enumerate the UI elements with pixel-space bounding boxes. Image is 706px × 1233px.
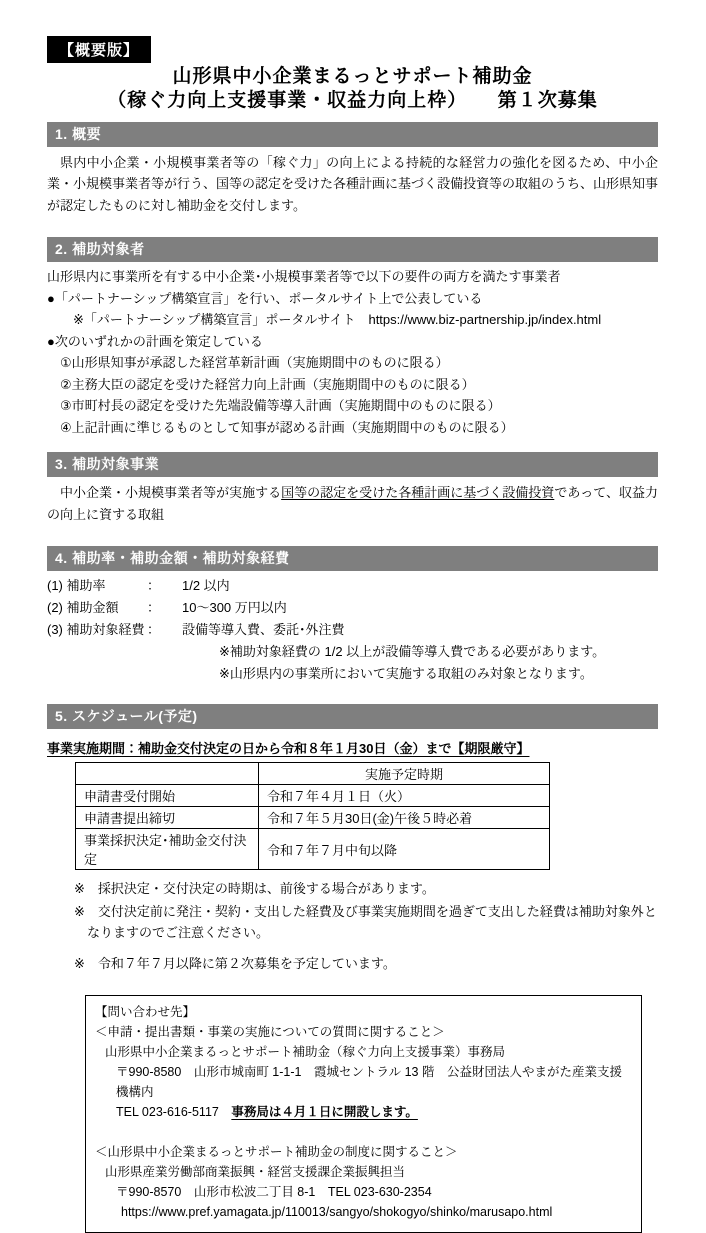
contact-section1-tel: TEL 023-616-5117 <box>116 1105 232 1120</box>
eligible-expenses-value: 設備等導入費、委託･外注費 <box>182 622 345 638</box>
plan-item-2: ②主務大臣の認定を受けた経営力向上計画（実施期間中のものに限る） <box>60 376 475 392</box>
partnership-portal-note: ※「パートナーシップ構築宣言」ポータルサイト https://www.biz-partnership.jp/index.html <box>73 312 602 328</box>
contact-section2-url: https://www.pref.yamagata.jp/110013/sangyo/shokogyo/shinko/marusapo.html <box>121 1205 553 1220</box>
section-2-heading: 2. 補助対象者 <box>47 237 658 262</box>
schedule-timing-1: 令和７年４月１日（火） <box>259 785 550 807</box>
schedule-table <box>75 762 550 870</box>
subsidy-rate-row <box>47 575 658 597</box>
subsidy-amount-label: (2) 補助金額 <box>47 600 119 616</box>
subsidy-rate-colon: ： <box>147 578 161 594</box>
schedule-timing-3: 令和７年７月中旬以降 <box>259 829 550 870</box>
section-3-body-pre: 中小企業・小規模事業者等が実施する <box>60 485 282 501</box>
overview-version-tag: 【概要版】 <box>47 36 151 63</box>
section-1-heading: 1. 概要 <box>47 122 658 147</box>
eligible-expenses-colon: ： <box>147 622 161 638</box>
contact-box-title: 【問い合わせ先】 <box>95 1005 196 1020</box>
contact-section2-org: 山形県産業労働部商業振興・経営支援課企業振興担当 <box>105 1165 406 1180</box>
document-title-line1: 山形県中小企業まるっとサポート補助金 <box>172 66 533 87</box>
contact-section1-heading: ＜申請・提出書類・事業の実施についての質問に関すること＞ <box>95 1025 445 1040</box>
section-3-heading: 3. 補助対象事業 <box>47 452 658 477</box>
schedule-timing-2: 令和７年５月30日(金)午後５時必着 <box>259 807 550 829</box>
contact-section1-org: 山形県中小企業まるっとサポート補助金（稼ぐ力向上支援事業）事務局 <box>105 1045 506 1060</box>
schedule-item-3: 事業採択決定･補助金交付決定 <box>76 829 259 870</box>
table-row <box>76 785 550 807</box>
subsidy-amount-row <box>47 597 658 619</box>
project-period-line: 事業実施期間：補助金交付決定の日から令和８年１月30日（金）まで【期限厳守】 <box>47 741 530 757</box>
schedule-header-row <box>76 763 550 785</box>
contact-section1-opening-note: 事務局は４月１日に開設します。 <box>231 1105 418 1120</box>
section-4-body <box>47 575 658 685</box>
eligible-expenses-label: (3) 補助対象経費 <box>47 622 145 638</box>
schedule-header-timing: 実施予定時期 <box>259 763 550 785</box>
expenses-note-2: ※山形県内の事業所において実施する取組のみ対象となります。 <box>219 666 593 682</box>
schedule-note-1: ※ 採択決定・交付決定の時期は、前後する場合があります。 <box>74 881 435 897</box>
plan-item-3: ③市町村長の認定を受けた先端設備等導入計画（実施期間中のものに限る） <box>60 398 501 414</box>
contact-section2-address: 〒990-8570 山形市松波二丁目 8-1 TEL 023-630-2354 <box>116 1185 432 1200</box>
plan-item-1: ①山形県知事が承認した経営革新計画（実施期間中のものに限る） <box>60 355 449 371</box>
table-row <box>76 829 550 870</box>
section-5-heading: 5. スケジュール(予定) <box>47 704 658 729</box>
subsidy-amount-colon: ： <box>147 600 161 616</box>
subsidy-amount-value: 10～300 万円以内 <box>182 600 287 616</box>
eligibility-intro: 山形県内に事業所を有する中小企業･小規模事業者等で以下の要件の両方を満たす事業者 <box>47 269 561 285</box>
schedule-note-2: ※ 交付決定前に発注・契約・支出した経費及び事業実施期間を過ぎて支出した経費は補助対象外となりますのでご注意ください。 <box>74 904 657 941</box>
eligibility-bullet-plans: ●次のいずれかの計画を策定している <box>47 333 263 349</box>
eligibility-bullet-partnership: ●「パートナーシップ構築宣言」を行い、ポータルサイト上で公表している <box>47 290 483 306</box>
schedule-notes <box>47 878 658 974</box>
document-title-line2: （稼ぐ力向上支援事業・収益力向上枠） 第１次募集 <box>107 90 598 112</box>
section-3-body-underlined: 国等の認定を受けた各種計画に基づく設備投資 <box>281 485 555 501</box>
section-3-body-post: であって、収益力の向上に資する取組 <box>47 485 658 522</box>
eligible-expenses-row <box>47 619 658 641</box>
expenses-note-1: ※補助対象経費の 1/2 以上が設備等導入費である必要があります。 <box>219 644 606 660</box>
contact-section2-heading: ＜山形県中小企業まるっとサポート補助金の制度に関すること＞ <box>95 1145 458 1160</box>
schedule-item-1: 申請書受付開始 <box>76 785 259 807</box>
section-1-body: 県内中小企業・小規模事業者等の「稼ぐ力」の向上による持続的な経営力の強化を図るため、中小企業・小規模事業者等が行う、国等の認定を受けた各種計画に基づく設備投資等の取組のうち、山形県知事が認定したものに対し補助金を交付します。 <box>47 154 659 213</box>
table-row <box>76 807 550 829</box>
schedule-note-3: ※ 令和７年７月以降に第２次募集を予定しています。 <box>74 956 396 972</box>
section-3-body <box>47 482 658 525</box>
contact-section1-tel-line <box>95 1102 631 1122</box>
subsidy-rate-label: (1) 補助率 <box>47 578 106 594</box>
schedule-header-empty-cell <box>76 763 259 785</box>
contact-section1-address: 〒990-8580 山形市城南町 1-1-1 霞城セントラル 13 階 公益財団法人やまがた産業支援機構内 <box>116 1065 622 1100</box>
section-4-heading: 4. 補助率・補助金額・補助対象経費 <box>47 546 658 571</box>
document-title <box>47 65 658 114</box>
contact-box <box>85 995 642 1233</box>
schedule-item-2: 申請書提出締切 <box>76 807 259 829</box>
subsidy-rate-value: 1/2 以内 <box>182 578 230 594</box>
plan-item-4: ④上記計画に準じるものとして知事が認める計画（実施期間中のものに限る） <box>60 419 514 435</box>
section-2-body <box>47 266 658 438</box>
